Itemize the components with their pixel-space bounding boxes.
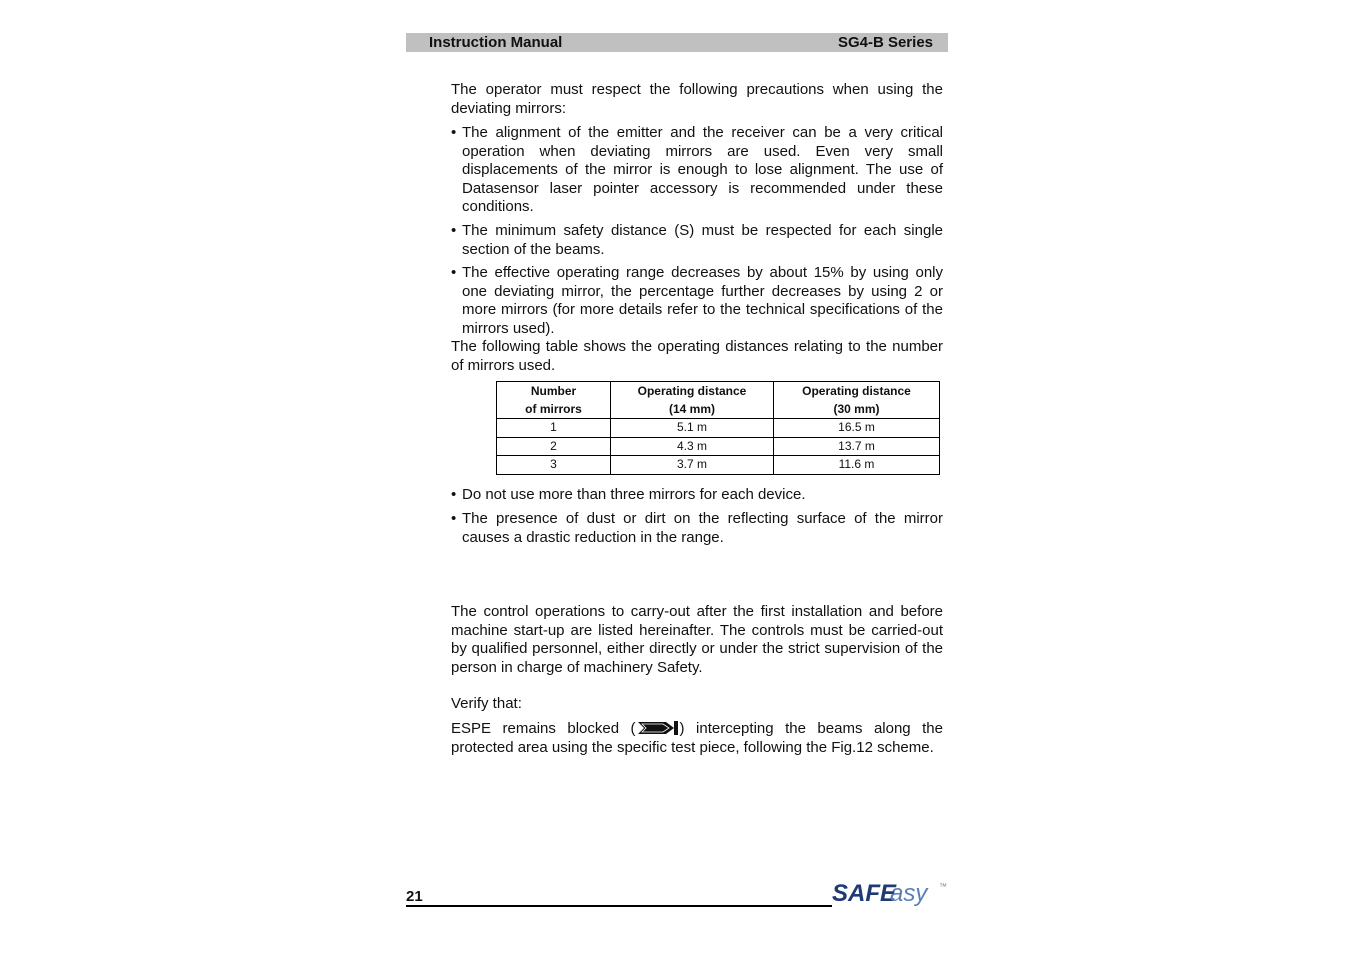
intro-paragraph: The operator must respect the following precautions when using the deviating mirrors: [451,81,943,117]
table-cell: 16.5 m [774,419,940,438]
bullet-item: • The alignment of the emitter and the receiver can be a very critical operation when deviating mirrors are used. Even very small displacements of the mirror is enough to lose alignment. The use of Datasensor laser pointer accessory is recommended under these conditions. [451,124,943,215]
table-intro-paragraph: The following table shows the operating distances relating to the number of mirrors used. [451,338,943,374]
page-number: 21 [406,888,423,905]
table-cell: 3.7 m [611,456,774,475]
mirror-distance-table [496,381,940,475]
page-header-bar [406,33,948,52]
logo-text-bold: SAFE [832,880,897,907]
table-cell: 4.3 m [611,437,774,456]
table-header-row [497,382,940,419]
column-header: Operating distance (30 mm) [774,382,940,419]
table-cell: 13.7 m [774,437,940,456]
blocked-state-arrow-icon [636,720,680,736]
table-cell: 5.1 m [611,419,774,438]
table-cell: 3 [497,456,611,475]
espe-paragraph: ESPE remains blocked ( ) intercepting the beams along the protected area using the specific test piece, following the Fig.12 scheme. [451,720,943,756]
bullet-dot-icon: • [451,486,457,503]
bullet-dot-icon: • [451,124,457,141]
column-header: Operating distance (14 mm) [611,382,774,419]
table-row [497,419,940,438]
table-row [497,437,940,456]
bullet-item: • The minimum safety distance (S) must be respected for each single section of the beams. [451,222,943,258]
bullet-item: • The effective operating range decreases by about 15% by using only one deviating mirror, the percentage further decreases by using 2 or more mirrors (for more details refer to the technical specifications of the mirrors used). [451,264,943,337]
logo-trademark: ™ [939,882,947,891]
safeasy-logo [832,876,952,908]
table-cell: 2 [497,437,611,456]
table-cell: 11.6 m [774,456,940,475]
verify-label: Verify that: [451,695,522,712]
series-title: SG4-B Series [837,34,933,51]
bullet-dot-icon: • [451,510,457,527]
table-row [497,456,940,475]
logo-text-italic: asy [890,880,928,907]
bullet-item: • Do not use more than three mirrors for each device. [451,486,806,503]
column-header: Number of mirrors [497,382,611,419]
manual-title: Instruction Manual [429,34,563,51]
bullet-dot-icon: • [451,264,457,281]
table-cell: 1 [497,419,611,438]
bullet-item: • The presence of dust or dirt on the reflecting surface of the mirror causes a drastic reduction in the range. [451,510,943,546]
footer-divider [406,905,832,907]
bullet-dot-icon: • [451,222,457,239]
control-paragraph: The control operations to carry-out after the first installation and before machine start-up are listed hereinafter. The controls must be carried-out by qualified personnel, either directly or under the strict supervision of the person in charge of machinery Safety. [451,603,943,676]
